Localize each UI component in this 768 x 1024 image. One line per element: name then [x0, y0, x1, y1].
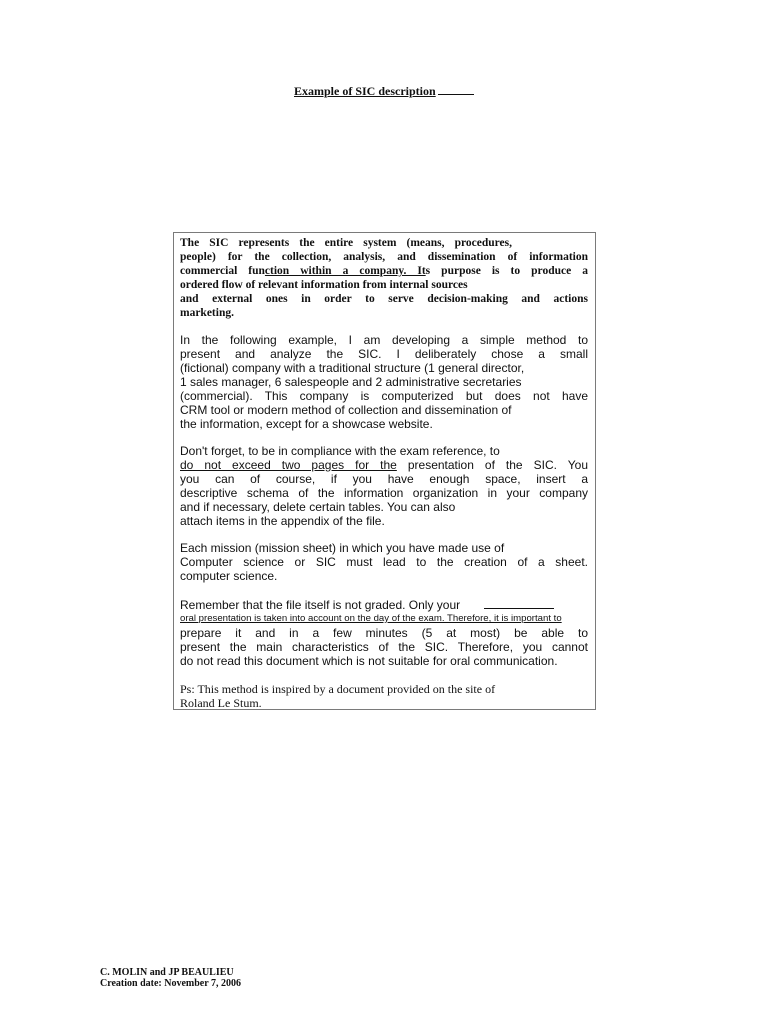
text-line: Ps: This method is inspired by a document provided on the site of	[180, 682, 496, 696]
text-line: Don't forget, to be in compliance with the exam reference, to	[180, 444, 500, 458]
text-line: do not read this document which is not suitable for oral communication.	[180, 654, 558, 668]
page-title-text: Example of SIC description	[294, 84, 436, 98]
paragraph-mission-sheet	[180, 541, 588, 583]
text-line	[180, 458, 588, 472]
text-segment: s purpose is to produce a	[425, 265, 588, 277]
text-line: present the main characteristics of the SIC. Therefore, you cannot	[180, 640, 588, 654]
paragraph-oral-presentation	[180, 597, 588, 668]
text-line: In the following example, I am developing a simple method to	[180, 333, 588, 347]
text-line: and external ones in order to serve decision-making and actions	[180, 293, 588, 305]
text-segment: commercial fun	[180, 265, 265, 277]
text-line: The SIC represents the entire system (means, procedures,	[180, 237, 512, 249]
text-line: descriptive schema of the information organization in your company	[180, 486, 588, 500]
text-line: computer science.	[180, 569, 278, 583]
paragraph-example-intro	[180, 333, 588, 431]
text-line	[180, 264, 588, 278]
paragraph-sic-definition	[180, 236, 588, 320]
text-segment: Remember that the file itself is not graded. Only your	[180, 598, 461, 612]
text-line: people) for the collection, analysis, and dissemination of information	[180, 251, 588, 263]
text-line: ordered flow of relevant information from internal sources	[180, 279, 468, 291]
text-line: marketing.	[180, 307, 234, 319]
text-line: (fictional) company with a traditional structure (1 general director,	[180, 361, 525, 375]
text-line: (commercial). This company is computerized but does not have	[180, 389, 588, 403]
text-line: Computer science or SIC must lead to the creation of a sheet.	[180, 555, 588, 569]
text-segment: presentation of the SIC. You	[396, 458, 588, 472]
footer-creation-date: Creation date: November 7, 2006	[100, 978, 241, 989]
text-line: the information, except for a showcase website.	[180, 417, 433, 431]
text-line: attach items in the appendix of the file.	[180, 514, 385, 528]
sic-description-box	[173, 232, 596, 710]
text-line: CRM tool or modern method of collection and dissemination of	[180, 403, 512, 417]
text-line: prepare it and in a few minutes (5 at most) be able to	[180, 626, 588, 640]
text-line: you can of course, if you have enough space, insert a	[180, 472, 588, 486]
text-line: and if necessary, delete certain tables. You can also	[180, 500, 456, 514]
page-footer	[100, 967, 241, 989]
underlined-segment: ction within a company. It	[264, 265, 426, 277]
text-line: Roland Le Stum.	[180, 696, 262, 710]
paragraph-exam-compliance	[180, 444, 588, 528]
text-line: Each mission (mission sheet) in which you have made use of	[180, 541, 505, 555]
footer-authors: C. MOLIN and JP BEAULIEU	[100, 967, 234, 978]
text-line: 1 sales manager, 6 salespeople and 2 administrative secretaries	[180, 375, 522, 389]
blank-underline-rule	[484, 597, 554, 609]
title-underline-rule	[438, 84, 474, 95]
underlined-segment: do not exceed two pages for the	[180, 458, 397, 472]
text-line	[180, 597, 588, 612]
small-underlined-line: oral presentation is taken into account on the day of the exam. Therefore, it is important to	[180, 613, 562, 624]
page-title	[294, 84, 484, 99]
text-line: present and analyze the SIC. I deliberately chose a small	[180, 347, 588, 361]
paragraph-source-note	[180, 682, 588, 710]
